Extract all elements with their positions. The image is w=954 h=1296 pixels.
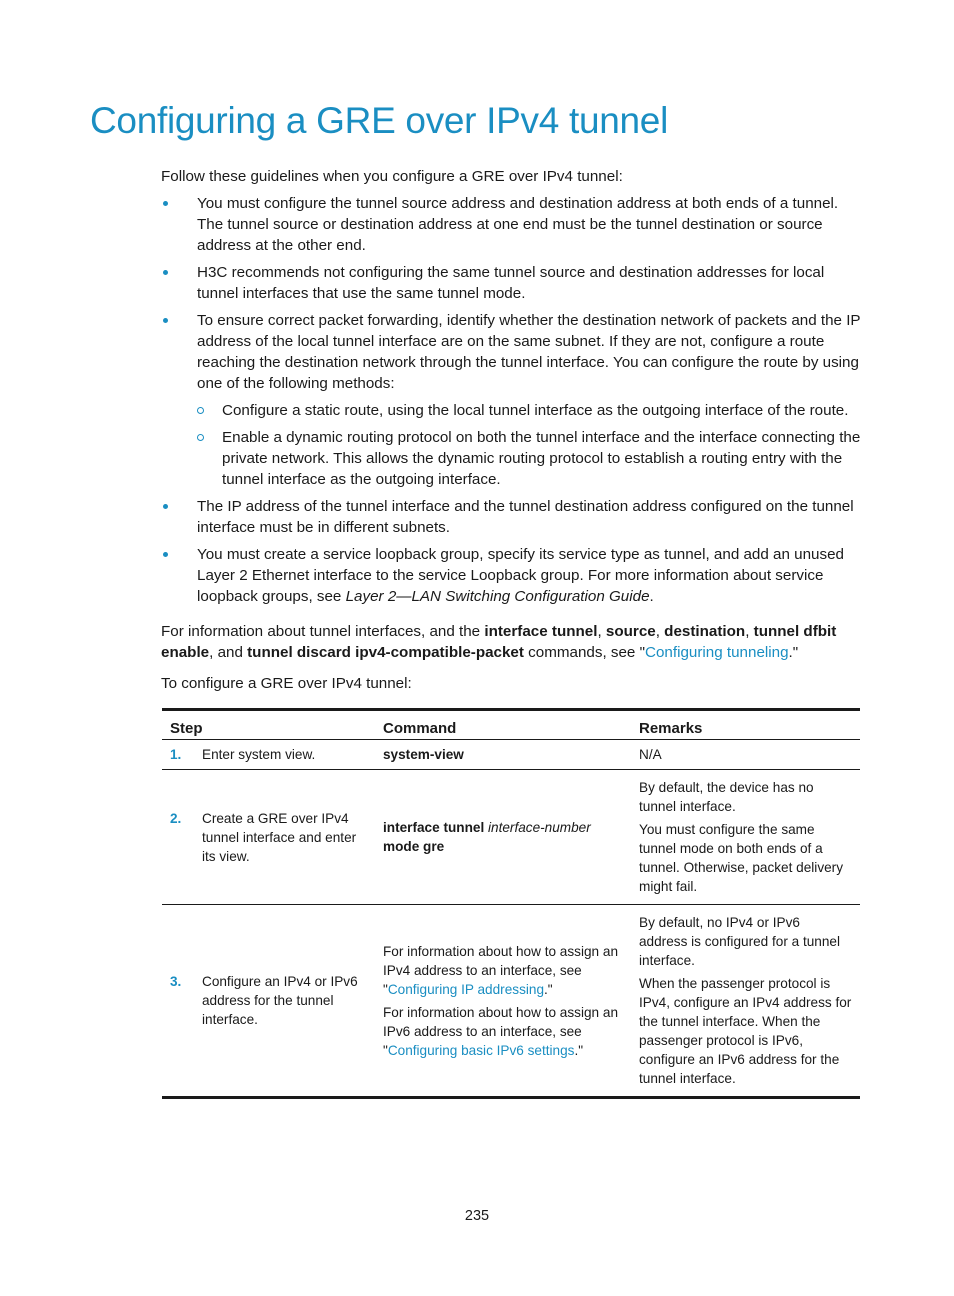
step-cell: 2. Create a GRE over IPv4 tunnel interface and enter its view. xyxy=(162,770,375,905)
step-number: 1. xyxy=(170,747,182,762)
circle-bullet-icon xyxy=(197,434,204,441)
bullet-icon xyxy=(163,504,168,509)
remarks-cell: By default, the device has no tunnel interface. You must configure the same tunnel mode on both ends of a tunnel. Otherwise, packet delivery might fail. xyxy=(631,770,860,905)
step-number: 3. xyxy=(170,974,182,989)
bullet-icon xyxy=(163,318,168,323)
table-row xyxy=(162,740,860,770)
step-cell: 3. Configure an IPv4 or IPv6 address for the tunnel interface. xyxy=(170,974,358,1027)
route-methods-list xyxy=(197,400,866,490)
configuration-steps-table xyxy=(162,708,860,1099)
sub-list-item: Configure a static route, using the local tunnel interface as the outgoing interface of the route. xyxy=(197,400,866,421)
step-number: 2. xyxy=(170,810,182,826)
circle-bullet-icon xyxy=(197,407,204,414)
step-cell: 1. Enter system view. xyxy=(162,740,375,770)
step-header: Step xyxy=(162,710,375,740)
list-item: You must create a service loopback group, specify its service type as tunnel, and add an unused Layer 2 Ethernet interface to the service Loopback group. For more information about service loopback groups, see Layer 2—LAN Switching Configuration Guide. xyxy=(161,544,866,607)
remarks-header: Remarks xyxy=(631,710,860,740)
command-cell: system-view xyxy=(375,740,631,770)
table-header-row xyxy=(162,710,860,740)
info-paragraph: For information about tunnel interfaces, and the interface tunnel, source, destination, tunnel dfbit enable, and tunnel discard ipv4-compatible-packet commands, see "Configuring tunneling." xyxy=(161,623,837,661)
list-item: To ensure correct packet forwarding, identify whether the destination network of packets and the IP address of the local tunnel interface are on the same subnet. If they are not, configure a route reaching the destination network through the tunnel interface. You can configure the route by using one of the following methods: Configure a static route, using the local tunnel interface as the outgoing interface of the route. Enable a dynamic routing protocol on both the tunnel interface and the interface connecting the private network. This allows the dynamic routing protocol to establish a routing entry with the tunnel interface as the outgoing interface. xyxy=(161,310,866,490)
configuring-ip-addressing-link[interactable]: Configuring IP addressing xyxy=(387,981,545,997)
bullet-icon xyxy=(163,201,168,206)
intro-text: Follow these guidelines when you configure a GRE over IPv4 tunnel: xyxy=(161,168,623,185)
remarks-cell: By default, no IPv4 or IPv6 address is configured for a tunnel interface. When the passenger protocol is IPv4, configure an IPv4 address for the tunnel interface. When the passenger protocol is IPv6, configure an IPv6 address for the tunnel interface. xyxy=(639,915,852,1086)
page-number: 235 xyxy=(464,1208,490,1224)
list-item: You must configure the tunnel source address and destination address at both ends of a tunnel. The tunnel source or destination address at one end must be the tunnel destination or source address at the other end. xyxy=(161,193,866,256)
command-cell: interface tunnel interface-number mode gre xyxy=(375,770,631,905)
list-item: H3C recommends not configuring the same tunnel source and destination addresses for local tunnel interfaces that use the same tunnel mode. xyxy=(161,262,866,304)
configuring-ipv6-settings-link[interactable]: Configuring basic IPv6 settings xyxy=(387,1042,575,1058)
configuring-tunneling-link[interactable]: Configuring tunneling xyxy=(645,644,789,661)
sub-list-item: Enable a dynamic routing protocol on both the tunnel interface and the interface connecting the private network. This allows the dynamic routing protocol to establish a routing entry with the tunnel interface as the outgoing interface. xyxy=(197,427,866,490)
command-header: Command xyxy=(375,710,631,740)
page-title: Configuring a GRE over IPv4 tunnel xyxy=(90,100,669,141)
table-lead-text: To configure a GRE over IPv4 tunnel: xyxy=(161,675,412,692)
table-row xyxy=(162,905,860,1098)
remarks-cell: N/A xyxy=(631,740,860,770)
table-row xyxy=(162,770,860,905)
list-item: The IP address of the tunnel interface and the tunnel destination address configured on the tunnel interface must be in different subnets. xyxy=(161,496,866,538)
guidelines-list xyxy=(161,193,866,613)
guide-reference: Layer 2—LAN Switching Configuration Guide xyxy=(345,588,650,605)
bullet-icon xyxy=(163,552,168,557)
bullet-icon xyxy=(163,270,168,275)
command-cell: For information about how to assign an IPv4 address to an interface, see "Configuring IP addressing." For information about how to assign an IPv6 address to an interface, see "Configuring basic IPv6 settings." xyxy=(383,943,619,1058)
